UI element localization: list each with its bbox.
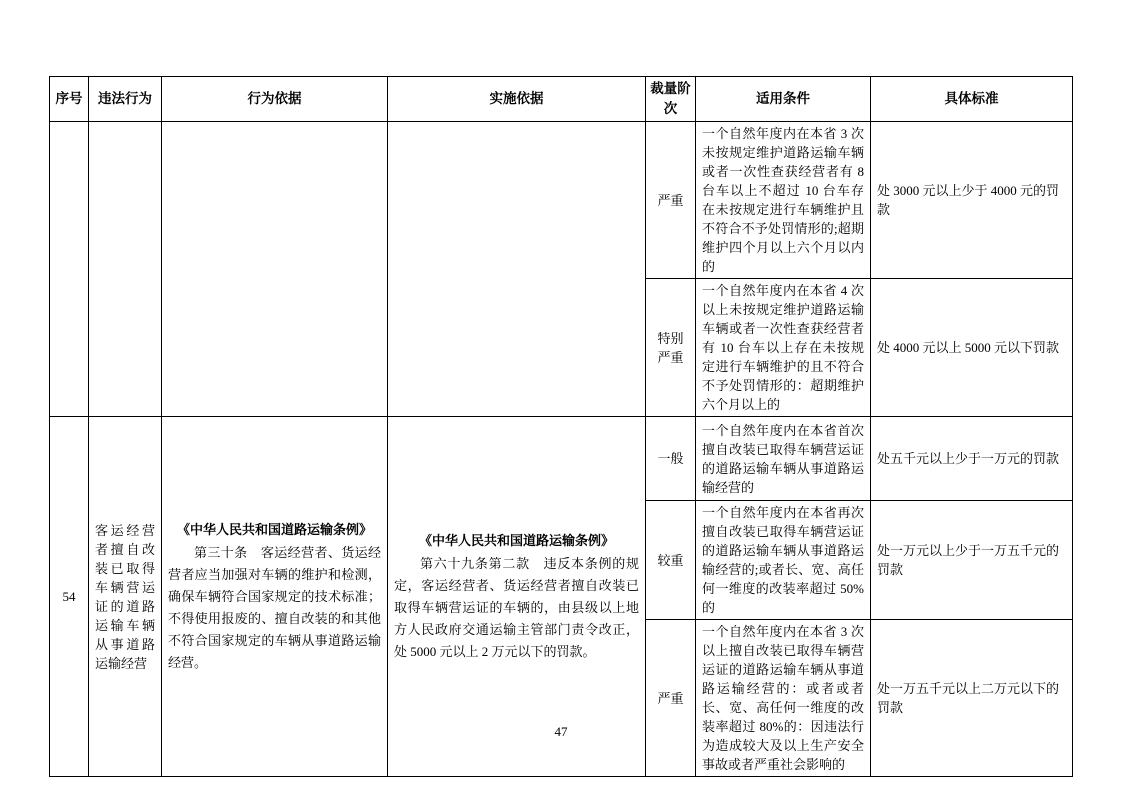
standard-cell: 处五千元以上少于一万元的罚款 [871, 417, 1073, 501]
discretion-level-cell: 严重 [646, 122, 696, 279]
standard-cell: 处一万元以上少于一万五千元的罚款 [871, 501, 1073, 620]
col-header-conditions: 适用条件 [696, 77, 871, 122]
condition-cell: 一个自然年度内在本省 4 次以上未按规定维护道路运输车辆或者一次性查获经营者有 10 台车以上存在未按规定进行车辆维护的且不符合不予处罚情形的：超期维护六个月以上的 [696, 279, 871, 417]
col-header-index: 序号 [50, 77, 89, 122]
discretion-level-cell: 一般 [646, 417, 696, 501]
behavior-basis-body: 第三十条 客运经营者、货运经营者应当加强对车辆的维护和检测，确保车辆符合国家规定的技术标准；不得使用报废的、擅自改装的和其他不符合国家规定的车辆从事道路运输经营。 [168, 545, 381, 670]
condition-cell: 一个自然年度内在本省首次擅自改装已取得车辆营运证的道路运输车辆从事道路运输经营的 [696, 417, 871, 501]
standard-cell: 处 3000 元以上少于 4000 元的罚款 [871, 122, 1073, 279]
table-row [50, 122, 1073, 279]
discretion-level-cell: 较重 [646, 501, 696, 620]
implementation-basis-title: 《中华人民共和国道路运输条例》 [418, 533, 614, 548]
standard-cell: 处 4000 元以上 5000 元以下罚款 [871, 279, 1073, 417]
penalty-discretion-table [49, 76, 1073, 777]
col-header-implementation-basis: 实施依据 [388, 77, 646, 122]
entry-violation-cell: 客运经营者擅自改装已取得车辆营运证的道路运输车辆从事道路运输经营 [89, 417, 162, 777]
condition-cell: 一个自然年度内在本省再次擅自改装已取得车辆营运证的道路运输车辆从事道路运输经营的;或者长、宽、高任何一维度的改装率超过 50%的 [696, 501, 871, 620]
standard-cell: 处一万五千元以上二万元以下的罚款 [871, 620, 1073, 777]
implementation-basis-body: 第六十九条第二款 违反本条例的规定，客运经营者、货运经营者擅自改装已取得车辆营运证的车辆的，由县级以上地方人民政府交通运输主管部门责令改正，处 5000 元以上 2 万元以下的罚款。 [394, 556, 639, 659]
table-header-row [50, 77, 1073, 122]
col-header-behavior-basis: 行为依据 [162, 77, 388, 122]
discretion-level-cell: 严重 [646, 620, 696, 777]
empty-continuation-index-cell [50, 122, 89, 417]
page-number: 47 [554, 724, 568, 739]
col-header-violation: 违法行为 [89, 77, 162, 122]
col-header-discretion-level: 裁量阶次 [646, 77, 696, 122]
empty-continuation-behavior-basis-cell [162, 122, 388, 417]
empty-continuation-implementation-basis-cell [388, 122, 646, 417]
entry-behavior-basis-cell [162, 417, 388, 777]
discretion-level-cell: 特别严重 [646, 279, 696, 417]
entry-implementation-basis-cell [388, 417, 646, 777]
empty-continuation-violation-cell [89, 122, 162, 417]
table-row [50, 417, 1073, 501]
condition-cell: 一个自然年度内在本省 3 次未按规定维护道路运输车辆或者一次性查获经营者有 8 台车以上不超过 10 台车存在未按规定进行车辆维护且不符合不予处罚情形的;超期维护四个月以上六个月以内的 [696, 122, 871, 279]
entry-index-cell: 54 [50, 417, 89, 777]
col-header-standard: 具体标准 [871, 77, 1073, 122]
behavior-basis-title: 《中华人民共和国道路运输条例》 [176, 522, 372, 537]
condition-cell: 一个自然年度内在本省 3 次以上擅自改装已取得车辆营运证的道路运输车辆从事道路运输经营的：或者或者长、宽、高任何一维度的改装率超过 80%的：因违法行为造成较大及以上生产安全事故或者严重社会影响的 [696, 620, 871, 777]
